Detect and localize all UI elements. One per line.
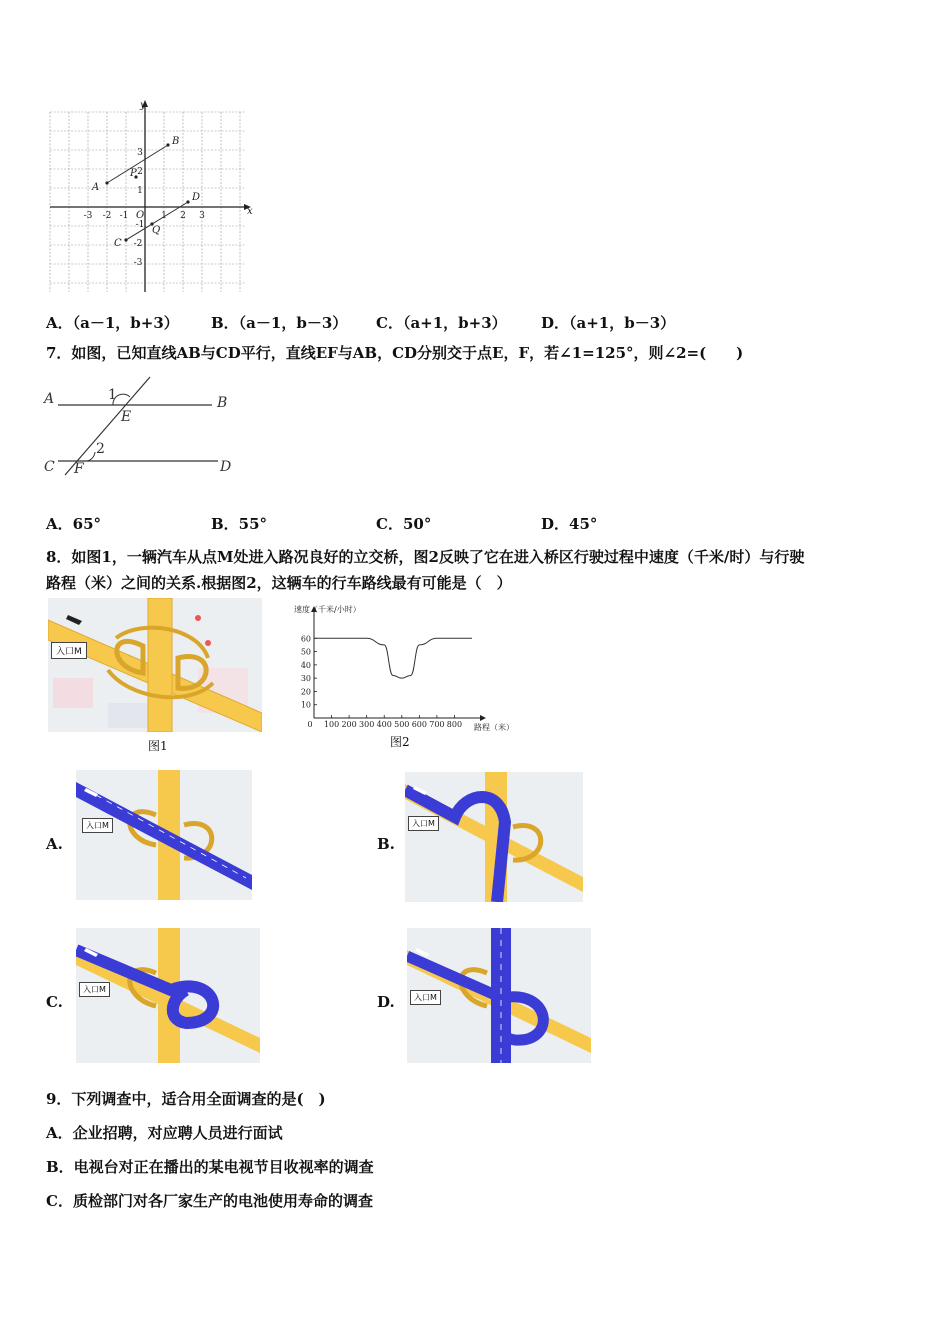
q9-option-c[interactable]: C．质检部门对各厂家生产的电池使用寿命的调查 xyxy=(46,1192,373,1210)
q6-coordinate-grid xyxy=(48,100,253,295)
q8-figure1-map xyxy=(48,598,262,732)
svg-text:A: A xyxy=(92,182,100,193)
chart-y-tick-label: 30 xyxy=(300,674,311,684)
chart-x-tick-label: 0 xyxy=(307,720,313,729)
q7-option-d[interactable]: D．45° xyxy=(541,515,598,533)
svg-text:E: E xyxy=(121,409,132,425)
q7-option-c[interactable]: C．50° xyxy=(376,515,432,533)
q7-option-b[interactable]: B．55° xyxy=(211,515,268,533)
q9-option-b[interactable]: B．电视台对正在播出的某电视节目收视率的调查 xyxy=(46,1158,374,1176)
svg-text:1: 1 xyxy=(161,211,167,221)
chart-x-tick-label: 700 xyxy=(429,720,445,729)
chart-x-tick-label: 400 xyxy=(376,720,392,729)
svg-text:A: A xyxy=(44,391,55,407)
chart-ylabel: 速度（千米/小时） xyxy=(294,605,361,614)
chart-y-tick-label: 60 xyxy=(300,634,311,644)
q8-option-c-label[interactable]: C. xyxy=(46,993,63,1011)
chart-x-tick-label: 500 xyxy=(394,720,410,729)
svg-text:D: D xyxy=(220,459,232,475)
svg-text:P: P xyxy=(130,168,137,179)
origin-label: O xyxy=(136,210,145,221)
q8-option-a-label[interactable]: A. xyxy=(46,835,63,853)
svg-text:1: 1 xyxy=(108,387,117,403)
svg-text:D: D xyxy=(192,192,201,203)
x-axis-label: x xyxy=(247,206,253,217)
svg-text:Q: Q xyxy=(152,225,161,236)
q8-stem-line1: 8．如图1，一辆汽车从点M处进入路况良好的立交桥，图2反映了它在进入桥区行驶过程中速度（千米/时）与行驶 xyxy=(46,548,805,566)
svg-text:-3: -3 xyxy=(133,258,143,268)
svg-text:B: B xyxy=(217,395,228,411)
chart-y-tick-label: 10 xyxy=(300,700,311,710)
y-axis-label: y xyxy=(140,100,146,111)
q9-stem: 9．下列调查中，适合用全面调查的是( ) xyxy=(46,1090,326,1108)
svg-text:-1: -1 xyxy=(135,220,145,230)
svg-text:2: 2 xyxy=(137,167,143,177)
q6-option-c[interactable]: C．（a+1，b+3） xyxy=(376,314,507,332)
q9-option-a[interactable]: A．企业招聘，对应聘人员进行面试 xyxy=(46,1124,283,1142)
svg-text:F: F xyxy=(74,461,84,477)
q7-option-a[interactable]: A．65° xyxy=(46,515,102,533)
q8-stem-line2: 路程（米）之间的关系.根据图2，这辆车的行车路线最有可能是（ ） xyxy=(46,574,512,592)
chart-y-tick-label: 20 xyxy=(300,687,311,697)
svg-text:1: 1 xyxy=(137,186,143,196)
q7-stem: 7．如图，已知直线AB与CD平行，直线EF与AB，CD分别交于点E，F，若∠1=125°，则∠2=( ) xyxy=(46,344,744,362)
svg-text:-3: -3 xyxy=(83,211,93,221)
svg-text:C: C xyxy=(114,238,122,249)
q6-option-d[interactable]: D．（a+1，b－3） xyxy=(541,314,676,332)
svg-text:2: 2 xyxy=(96,441,105,457)
svg-text:3: 3 xyxy=(199,211,205,221)
svg-text:-2: -2 xyxy=(133,239,143,249)
q8-option-d-map[interactable]: 入口M xyxy=(407,928,591,1063)
svg-text:B: B xyxy=(172,136,180,147)
q8-option-a-map[interactable]: 入口M xyxy=(76,770,252,900)
q7-parallel-lines-figure xyxy=(40,375,240,480)
chart-x-tick-label: 100 xyxy=(323,720,340,729)
q8-option-d-label[interactable]: D. xyxy=(377,993,395,1011)
q8-fig1-caption: 图1 xyxy=(148,739,168,753)
svg-text:3: 3 xyxy=(137,148,143,158)
chart-x-tick-label: 600 xyxy=(411,720,427,729)
q8-option-c-map[interactable]: 入口M xyxy=(76,928,260,1063)
svg-text:C: C xyxy=(44,459,55,475)
chart-xlabel: 路程（米） xyxy=(474,723,514,732)
chart-y-tick-label: 50 xyxy=(300,647,311,657)
q6-option-a[interactable]: A．（a－1，b+3） xyxy=(46,314,179,332)
chart-x-tick-label: 200 xyxy=(341,720,357,729)
q6-option-b[interactable]: B．（a－1，b－3） xyxy=(211,314,348,332)
q8-option-b-map[interactable]: 入口M xyxy=(405,772,583,902)
chart-x-arrow xyxy=(480,715,486,721)
svg-text:2: 2 xyxy=(180,211,186,221)
svg-text:-1: -1 xyxy=(119,211,129,221)
chart-x-tick-label: 300 xyxy=(359,720,375,729)
q8-entrance-label: 入口M xyxy=(51,642,87,659)
chart-x-tick-label: 800 xyxy=(446,720,463,729)
chart-y-tick-label: 40 xyxy=(300,660,311,670)
q8-fig2-caption: 图2 xyxy=(390,735,410,749)
chart-series-line xyxy=(314,638,472,678)
q8-speed-chart xyxy=(292,600,522,735)
svg-text:-2: -2 xyxy=(102,211,112,221)
q8-option-b-label[interactable]: B. xyxy=(377,835,395,853)
